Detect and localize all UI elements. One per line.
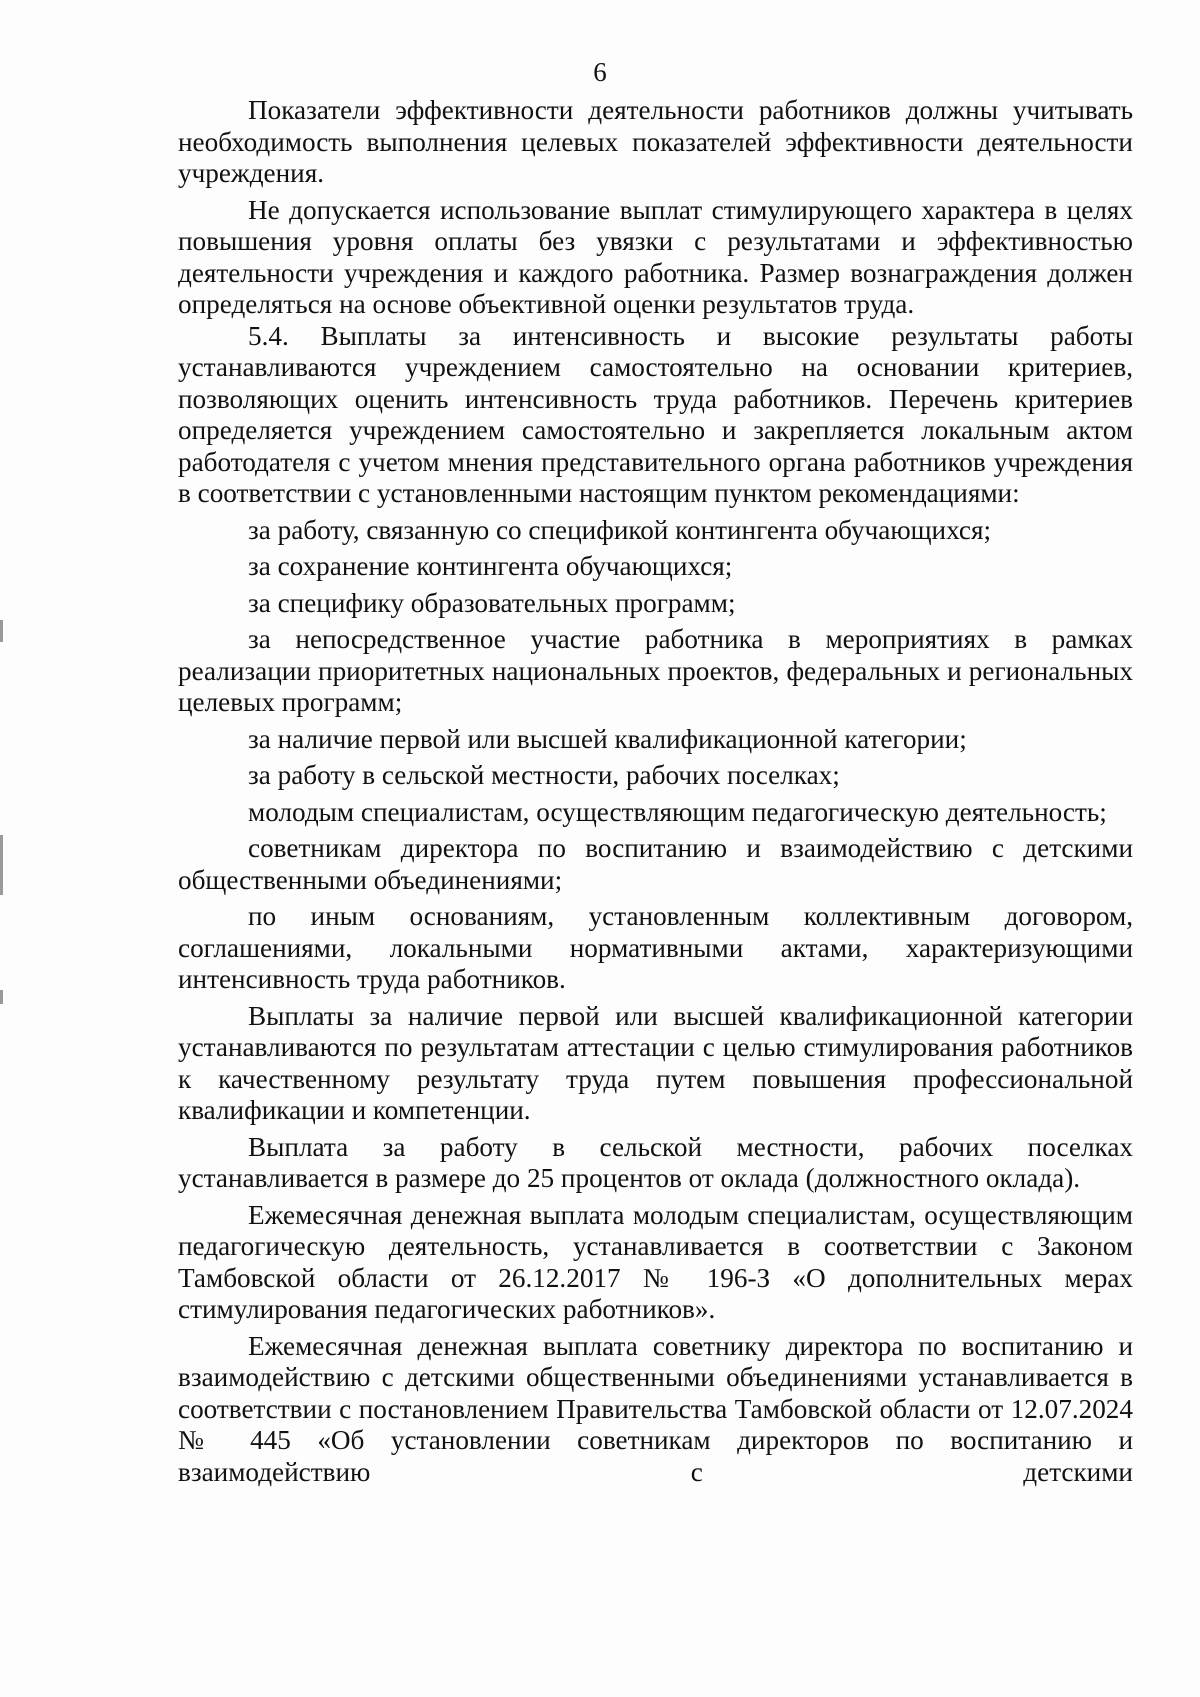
paragraph: Выплаты за наличие первой или высшей квалификационной категории устанавливаются по результатам аттестации с целью стимулирования работников к качественному результату труда путем повышения профессиональной квалификации и компетенции. <box>178 1000 1133 1125</box>
paragraph: Не допускается использование выплат стимулирующего характера в целях повышения уровня оплаты без увязки с результатами и эффективностью деятельности учреждения и каждого работника. Размер вознаграждения должен определяться на основе объективной оценки результатов труда. <box>178 194 1133 319</box>
list-item: молодым специалистам, осуществляющим педагогическую деятельность; <box>248 796 1107 827</box>
document-body <box>178 95 1133 1488</box>
paragraph: 5.4. Выплаты за интенсивность и высокие результаты работы устанавливаются учреждением самостоятельно на основании критериев, позволяющих оценить интенсивность труда работников. Перечень критериев определяется учреждением самостоятельно и закрепляется локальным актом работодателя с учетом мнения представительного органа работников учреждения в соответствии с установленными настоящим пунктом рекомендациями: <box>178 320 1133 508</box>
list-item: за специфику образовательных программ; <box>248 587 736 618</box>
scan-edge-mark <box>0 835 3 895</box>
paragraph: Выплата за работу в сельской местности, рабочих поселках устанавливается в размере до 25 процентов от оклада (должностного оклада). <box>178 1131 1133 1193</box>
paragraph: Показатели эффективности деятельности работников должны учитывать необходимость выполнения целевых показателей эффективности деятельности учреждения. <box>178 95 1133 188</box>
list-item: за работу в сельской местности, рабочих поселках; <box>248 760 840 790</box>
paragraph: Ежемесячная денежная выплата молодым специалистам, осуществляющим педагогическую деятельность, устанавливается в соответствии с Законом Тамбовской области от 26.12.2017 № 196-З «О дополнительных мерах стимулирования педагогических работников». <box>178 1199 1133 1324</box>
list-item: за сохранение контингента обучающихся; <box>248 551 733 581</box>
list-item: за работу, связанную со спецификой контингента обучающихся; <box>248 514 992 545</box>
list-item: советникам директора по воспитанию и взаимодействию с детскими общественными объединениями; <box>178 833 1133 895</box>
scan-edge-mark <box>0 620 3 642</box>
scan-edge-mark <box>0 990 3 1004</box>
paragraph: Ежемесячная денежная выплата советнику директора по воспитанию и взаимодействию с детскими общественными объединениями устанавливается в соответствии с постановлением Правительства Тамбовской области от 12.07.2024 № 445 «Об установлении советникам директоров по воспитанию и взаимодействию с детскими <box>178 1330 1133 1487</box>
list-item: по иным основаниям, установленным коллективным договором, соглашениями, локальными нормативными актами, характеризующими интенсивность труда работников. <box>178 901 1133 994</box>
page-number: 6 <box>593 57 607 87</box>
list-item: за наличие первой или высшей квалификационной категории; <box>248 723 967 754</box>
list-item: за непосредственное участие работника в мероприятиях в рамках реализации приоритетных национальных проектов, федеральных и региональных целевых программ; <box>178 624 1133 717</box>
